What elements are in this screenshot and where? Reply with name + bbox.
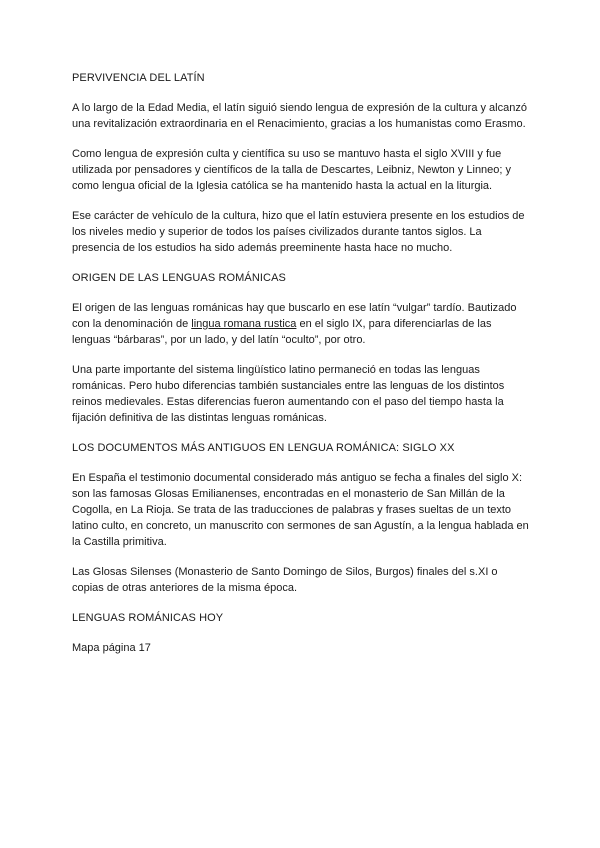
section-heading-origen: ORIGEN DE LAS LENGUAS ROMÁNICAS: [72, 272, 286, 284]
underlined-term: lingua romana rustica: [191, 318, 297, 330]
paragraph: Las Glosas Silenses (Monasterio de Santo Domingo de Silos, Burgos) finales del s.XI o copias de otras anteriores de la misma época.: [72, 566, 498, 594]
paragraph: En España el testimonio documental considerado más antiguo se fecha a finales del siglo X: son las famosas Glosas Emilianenses, encontradas en el monasterio de San Millán de la Cogolla, en La Rioja. Se trata de las traducciones de palabras y frases sueltas de un texto latino culto, en concreto, un manuscrito con sermones de san Agustín, a la lengua hablada en la Castilla primitiva.: [72, 472, 529, 548]
paragraph-text: El origen de las lenguas románicas hay que buscarlo en ese latín “vulgar” tardío. Bautizado con la denominación de: [72, 302, 517, 330]
paragraph: [72, 300, 532, 348]
paragraph: Ese carácter de vehículo de la cultura, hizo que el latín estuviera presente en los estudios de los niveles medio y superior de todos los países civilizados durante tantos siglos. La presencia de los estudios ha sido además preeminente hasta hace no mucho.: [72, 210, 525, 254]
section-heading-pervivencia: PERVIVENCIA DEL LATÍN: [72, 72, 205, 84]
paragraph-text: en el siglo IX, para diferenciarlas de las lenguas “bárbaras”, por un lado, y del latín “oculto”, por otro.: [72, 318, 492, 346]
paragraph: Una parte importante del sistema lingüístico latino permaneció en todas las lenguas románicas. Pero hubo diferencias también sustanciales entre las lenguas de los distintos reinos medievales. Estas diferencias fueron aumentando con el paso del tiempo hasta la fijación definitiva de las distintas lenguas románicas.: [72, 364, 505, 424]
paragraph: A lo largo de la Edad Media, el latín siguió siendo lengua de expresión de la cultura y alcanzó una revitalización extraordinaria en el Renacimiento, gracias a los humanistas como Erasmo.: [72, 102, 527, 130]
paragraph: Mapa página 17: [72, 642, 151, 654]
document-page: [72, 70, 532, 670]
section-heading-documentos: LOS DOCUMENTOS MÁS ANTIGUOS EN LENGUA ROMÁNICA: SIGLO XX: [72, 442, 455, 454]
paragraph: Como lengua de expresión culta y científica su uso se mantuvo hasta el siglo XVIII y fue utilizada por pensadores y científicos de la talla de Descartes, Leibniz, Newton y Linneo; y como lengua oficial de la Iglesia católica se ha mantenido hasta la actual en la liturgia.: [72, 148, 512, 192]
section-heading-lenguas-hoy: LENGUAS ROMÁNICAS HOY: [72, 612, 224, 624]
